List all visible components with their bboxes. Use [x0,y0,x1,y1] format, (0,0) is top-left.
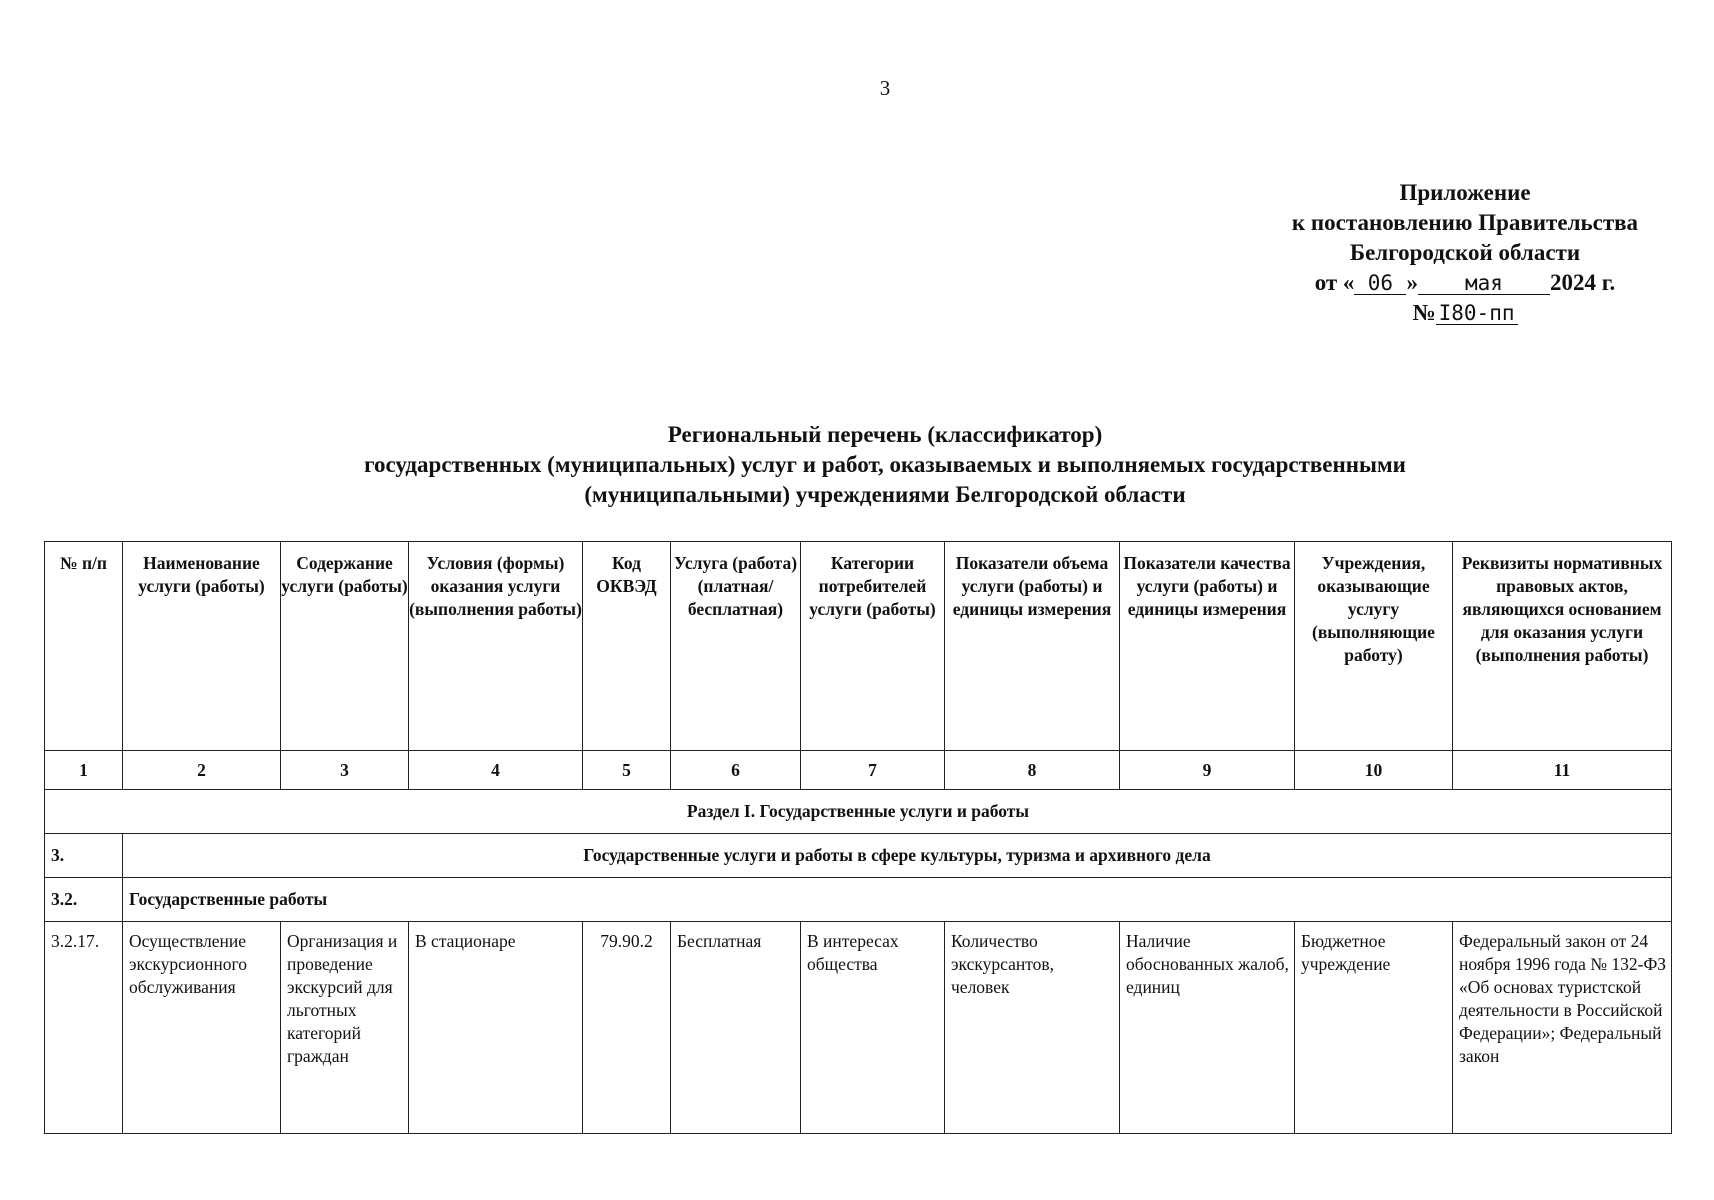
document-title [0,420,1714,510]
title-line-3: (муниципальными) учреждениями Белгородской области [584,482,1186,507]
column-number: 7 [801,751,945,790]
column-number: 5 [583,751,671,790]
table-row [45,922,1672,1134]
header-cell: Категории потребителей услуги (работы) [801,542,945,751]
title-line-2: государственных (муниципальных) услуг и работ, оказываемых и выполняемых государственными [364,452,1406,477]
column-number: 10 [1295,751,1453,790]
appendix-date [1255,268,1675,298]
row-number: 3.2.17. [45,922,123,1134]
classifier-table [44,541,1672,1134]
volume-indicator: Количество экскурсантов, человек [945,922,1120,1134]
header-cell: Показатели качества услуги (работы) и единицы измерения [1120,542,1295,751]
date-day: 06 [1354,272,1406,295]
number-prefix: № [1412,300,1436,325]
appendix-line-3: Белгородской области [1349,240,1581,265]
column-number: 3 [281,751,409,790]
quality-indicator: Наличие обоснованных жалоб, единиц [1120,922,1295,1134]
okved-code: 79.90.2 [583,922,671,1134]
column-number: 4 [409,751,583,790]
appendix-header [1255,178,1675,328]
date-prefix: от « [1314,270,1355,295]
subsection-title: Государственные услуги и работы в сфере культуры, туризма и архивного дела [123,834,1672,878]
column-number: 8 [945,751,1120,790]
section-title: Раздел I. Государственные услуги и работы [45,790,1672,834]
header-cell: Код ОКВЭД [583,542,671,751]
appendix-number [1255,298,1675,328]
column-number: 2 [123,751,281,790]
title-line-1: Региональный перечень (классификатор) [667,422,1103,447]
appendix-line-2: к постановлению Правительства [1291,210,1639,235]
header-cell: Условия (формы) оказания услуги (выполнения работы) [409,542,583,751]
date-month: мая [1418,272,1550,295]
header-cell: Реквизиты нормативных правовых актов, являющихся основанием для оказания услуги (выполнения работы) [1453,542,1672,751]
institution-type: Бюджетное учреждение [1295,922,1453,1134]
column-number: 6 [671,751,801,790]
group-number: 3.2. [45,878,123,922]
subsection-number: 3. [45,834,123,878]
column-number: 11 [1453,751,1672,790]
legal-basis: Федеральный закон от 24 ноября 1996 года № 132-ФЗ «Об основах туристской деятельности в Российской Федерации»; Федеральный закон [1453,922,1672,1134]
header-cell: Показатели объема услуги (работы) и единицы измерения [945,542,1120,751]
page-number: 3 [879,76,891,100]
column-number: 1 [45,751,123,790]
number-value: I80-пп [1436,302,1518,325]
section-row [45,790,1672,834]
header-cell: Наименование услуги (работы) [123,542,281,751]
column-number-row [45,751,1672,790]
service-content: Организация и проведение экскурсий для льготных категорий граждан [281,922,409,1134]
subsection-row [45,834,1672,878]
group-row [45,878,1672,922]
column-number: 9 [1120,751,1295,790]
header-cell: Услуга (работа) (платная/ бесплатная) [671,542,801,751]
group-title: Государственные работы [123,878,1672,922]
date-close: » [1406,270,1418,295]
header-cell: Учреждения, оказывающие услугу (выполняющие работу) [1295,542,1453,751]
service-conditions: В стационаре [409,922,583,1134]
header-row [45,542,1672,751]
header-cell: Содержание услуги (работы) [281,542,409,751]
date-year: 2024 г. [1549,270,1616,295]
consumer-category: В интересах общества [801,922,945,1134]
header-cell: № п/п [45,542,123,751]
paid-status: Бесплатная [671,922,801,1134]
service-name: Осуществление экскурсионного обслуживания [123,922,281,1134]
appendix-title: Приложение [1399,180,1531,205]
